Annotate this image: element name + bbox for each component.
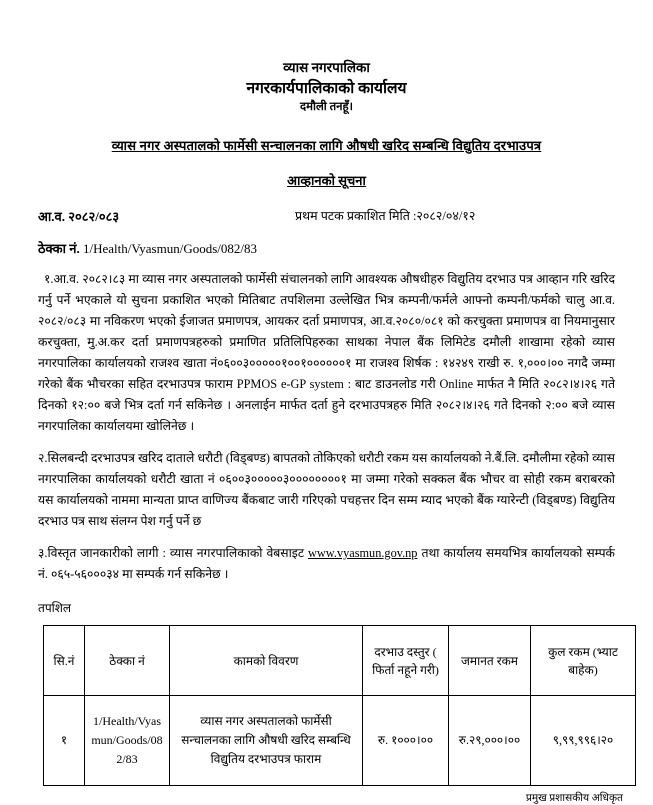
column-header-total-amount: कुल रकम (भ्याट बाहेक): [531, 626, 636, 696]
notice-subtitle-row: [38, 171, 615, 190]
signatory-title: प्रमुख प्रशासकीय अधिकृत: [525, 793, 623, 804]
contract-number-label: ठेक्का नं.: [38, 241, 80, 256]
column-header-contract-no: ठेक्का नं: [85, 626, 170, 696]
contract-number-value: 1/Health/Vyasmun/Goods/082/83: [79, 241, 258, 256]
contract-number-row: [38, 239, 615, 257]
notice-paragraph-2: २.सिलबन्दी दरभाउपत्र खरिद दाताले धरौटी (विड्बण्ड) बापतको तोकिएको धरौटी रकम यस कार्यालयको ने.बैं.लि. दमौलीमा रहेको व्यास नगरपालिका कार्यालयको धरौटी खाता नं ०६००३०००००३००००००००१ मा जम्मा गरेको सक्कल बैंक भौचर वा सोही रकम बराबरको यस कार्यालयको नाममा मान्यता प्राप्त वाणिज्य बैंकबाट जारी गरिएको पचहत्तर दिन सम्म म्याद भएको बैंक ग्यारेन्टी (विड्बण्ड) विद्युतिय दरभाउ पत्र साथ संलग्न पेश गर्नु पर्ने छ: [38, 451, 615, 528]
first-published-date: प्रथम पटक प्रकाशित मिति :२०८२/०४/१२: [295, 209, 476, 223]
notice-title-row: [38, 136, 615, 155]
cell-bid-fee: रु. १०००।००: [363, 696, 449, 786]
cell-deposit-amount: रु.२९,०००।००: [449, 696, 531, 786]
notice-title: व्यास नगर अस्पतालको फार्मेसी सन्चालनका लागि औषधी खरिद सम्बन्धि विद्युतिय दरभाउपत्र: [111, 138, 542, 153]
paragraph-3-text-before: ३.विस्तृत जानकारीको लागी : व्यास नगरपालिकाको वेबसाइट: [38, 546, 309, 560]
cell-work-description: व्यास नगर अस्पतालको फार्मेसी सन्चालनका लागि औषधी खरिद सम्बन्धि विद्युतिय दरभाउपत्र फाराम: [170, 696, 363, 786]
table-row: [44, 696, 636, 786]
office-address: दमौली तनहूँ।: [299, 101, 353, 113]
table-header-row: [44, 626, 636, 696]
cell-contract-no: 1/Health/Vyasmun/Goods/082/83: [85, 696, 170, 786]
notice-paragraph-1: १.आ.व. २०८२।८३ मा व्यास नगर अस्पतालको फार्मेसी संचालनको लागि आवश्यक औषधीहरु विद्युतिय दरभाउ पत्र आव्हान गरि खरिद गर्नु पर्ने भएकाले यो सुचना प्रकाशित भएको मितिबाट तपशिलमा उल्लेखित भित्र कम्पनी/फर्मले आफ्नो कम्पनी/फर्मको चालु आ.व. २०८२/०८३ मा नविकरण भएको ईजाजत प्रमाणपत्र, आयकर दर्ता प्रमाणपत्र, आ.व.२०८०/०८१ को करचुक्ता प्रमाणपत्र वा नियमानुसार करचुक्ता, मु.अ.कर दर्ता प्रमाणपत्रहरुको प्रमाणित प्रतिलिपिहरुका साथका नेपाल बैंक लिमिटेड दमौली शाखामा रहेको व्यास नगरपालिका कार्यालयको राजश्व खाता नं०६००३०००००१००१००००००१ मा राजश्व शिर्षक : १४२४९ राखी रु. १,०००।०० नगदै जम्मा गरेको बैंक भौचरका सहित दरभाउपत्र फाराम PPMOS e-GP system : बाट डाउनलोड गरी Online मार्फत नै मिति २०८२।४।२६ गते दिनको १२:०० बजे भित्र दर्ता गर्न सकिनेछ । अनलाईन मार्फत दर्ता हुने दरभाउपत्रहरु मिति २०८२।४।२६ गते दिनको २:०० बजे व्यास नगरपालिका कार्यालयमा खोलिनेछ ।: [38, 272, 615, 433]
column-header-deposit-amount: जमानत रकम: [449, 626, 531, 696]
column-header-work-description: कामको विवरण: [170, 626, 363, 696]
cell-total-amount: ९,९९,९९६।२०: [531, 696, 636, 786]
office-name: नगरकार्यपालिकाको कार्यालय: [246, 80, 407, 97]
details-section-label: तपशिल: [38, 601, 72, 615]
column-header-serial-no: सि.नं: [44, 626, 85, 696]
paragraph-3-text-after: तथा कार्यालय समयभित्र कार्यालयको सम्पर्क नं. ०६५-५६०००३४ मा सम्पर्क गर्न सकिनेछ ।: [38, 546, 615, 581]
cell-serial-no: १: [44, 696, 85, 786]
letterhead: [38, 58, 615, 115]
column-header-bid-fee: दरभाउ दस्तुर ( फिर्ता नहूने गरी): [363, 626, 449, 696]
tender-details-table: [43, 625, 636, 786]
fiscal-year-label: आ.व. २०८२/०८३: [38, 209, 120, 224]
organization-name: व्यास नगरपालिका: [283, 60, 370, 75]
meta-row: [38, 207, 615, 225]
website-link: www.vyasmun.gov.np: [308, 546, 418, 560]
notice-paragraph-3: [38, 543, 615, 585]
notice-subtitle: आव्हानको सूचना: [287, 173, 366, 188]
